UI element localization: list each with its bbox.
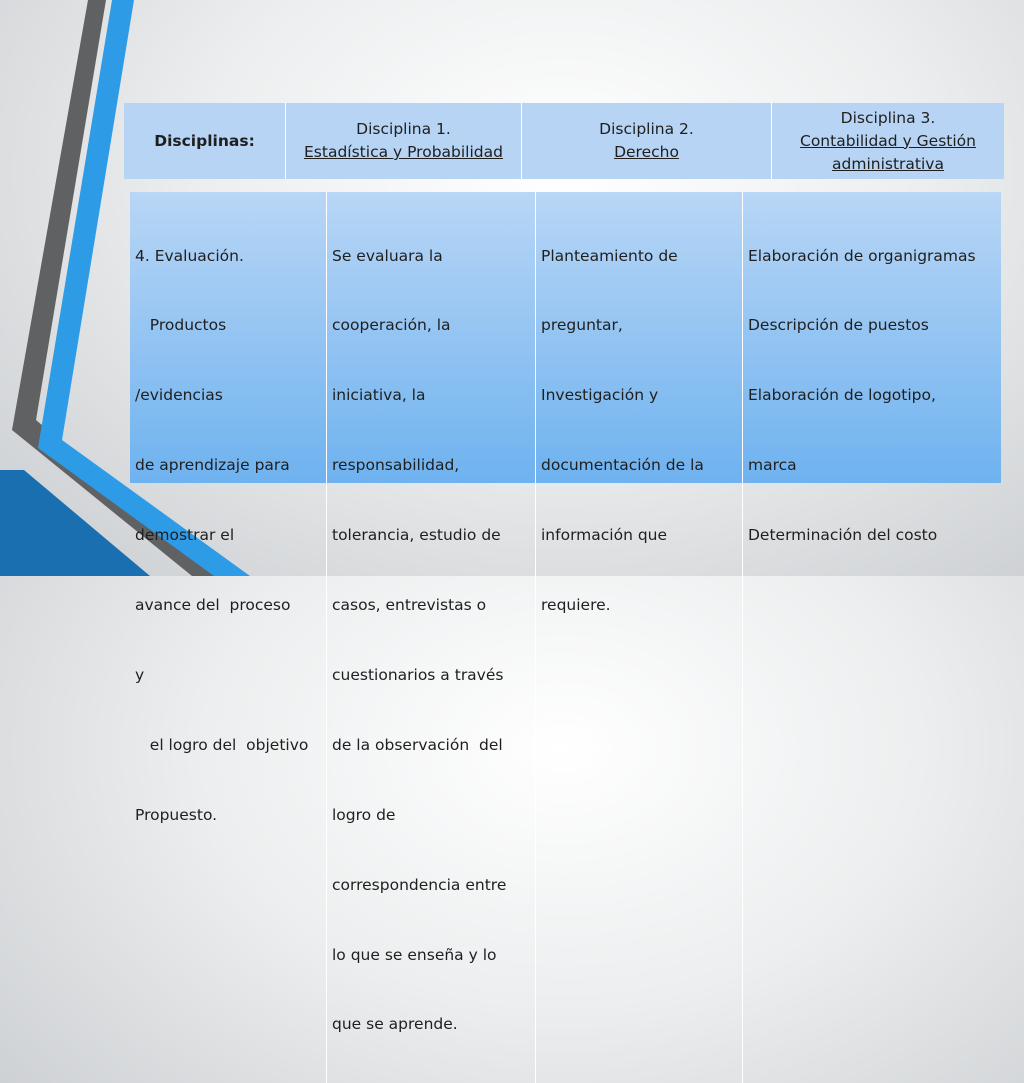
cell-line: correspondencia entre xyxy=(332,875,507,894)
disciplina-2-evaluation-cell xyxy=(536,192,743,1083)
cell-line: el logro del objetivo xyxy=(135,735,309,754)
header-disciplina-1-name xyxy=(304,141,503,164)
header-disciplina-2-number: Disciplina 2. xyxy=(599,120,694,138)
header-disciplina-3 xyxy=(772,103,1004,179)
cell-line: Productos xyxy=(135,316,227,335)
cell-line: de la observación del xyxy=(332,735,503,754)
cell-line: Elaboración de logotipo, xyxy=(748,386,936,405)
cell-line: y xyxy=(135,665,145,684)
cell-line: Se evaluara la xyxy=(332,246,443,265)
cell-line: avance del proceso xyxy=(135,596,291,615)
cell-line: Descripción de puestos xyxy=(748,316,929,335)
header-disciplina-3-number: Disciplina 3. xyxy=(840,108,936,127)
cell-line: logro de xyxy=(332,805,396,824)
header-disciplina-1 xyxy=(286,103,522,179)
header-disciplinas-label: Disciplinas: xyxy=(154,131,255,150)
cell-line: Propuesto. xyxy=(135,805,218,824)
evaluation-criteria-cell xyxy=(130,192,327,1083)
cell-line: Investigación y xyxy=(541,386,659,405)
cell-line: 4. Evaluación. xyxy=(135,246,244,265)
cell-line: marca xyxy=(748,456,797,475)
header-disciplinas xyxy=(124,103,286,179)
cell-line: lo que se enseña y lo xyxy=(332,945,497,964)
cell-line: iniciativa, la xyxy=(332,386,426,405)
evaluation-table xyxy=(130,192,1001,1034)
header-disciplina-3-name-line2: administrativa xyxy=(832,154,944,173)
cell-line: Elaboración de organigramas xyxy=(748,246,976,265)
cell-line: que se aprende. xyxy=(332,1015,458,1034)
cell-line: documentación de la xyxy=(541,456,704,475)
header-disciplina-1-name-text: Estadística y Probabilidad xyxy=(304,143,503,161)
cell-line: requiere. xyxy=(541,596,611,615)
cell-line: cuestionarios a través xyxy=(332,665,504,684)
cell-line: Determinación del costo xyxy=(748,526,938,545)
cell-line: demostrar el xyxy=(135,526,235,545)
cell-line: cooperación, la xyxy=(332,316,451,335)
cell-line: responsabilidad, xyxy=(332,456,460,475)
header-disciplina-3-name-line1: Contabilidad y Gestión xyxy=(800,131,976,150)
cell-line: información que xyxy=(541,526,668,545)
header-disciplina-1-number: Disciplina 1. xyxy=(356,120,451,138)
header-disciplina-2-name: Derecho xyxy=(614,143,679,161)
disciplina-1-evaluation-cell xyxy=(327,192,536,1083)
cell-line: tolerancia, estudio de xyxy=(332,526,501,545)
disciplines-header-table xyxy=(124,103,1004,179)
cell-line: de aprendizaje para xyxy=(135,456,290,475)
cell-line: Planteamiento de xyxy=(541,246,678,265)
header-disciplina-2 xyxy=(522,103,772,179)
cell-line: casos, entrevistas o xyxy=(332,596,487,615)
cell-line: /evidencias xyxy=(135,386,223,405)
cell-line: preguntar, xyxy=(541,316,623,335)
disciplina-3-evaluation-cell xyxy=(743,192,1001,1083)
